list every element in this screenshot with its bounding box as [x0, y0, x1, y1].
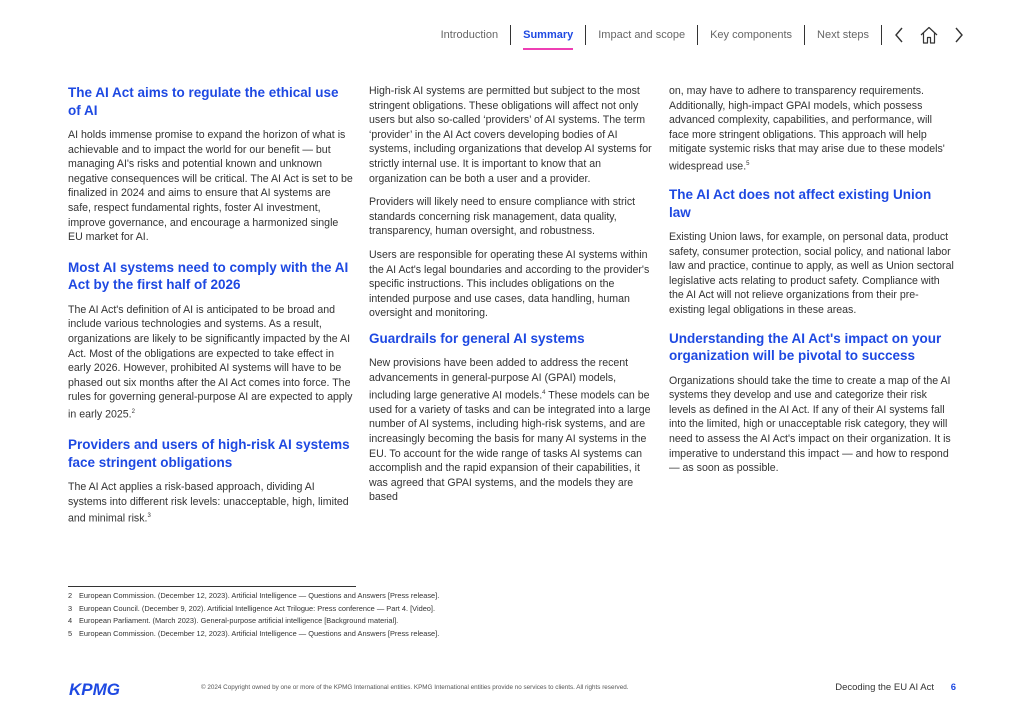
kpmg-logo — [69, 678, 123, 703]
footnote-text: European Council. (December 9, 202). Artificial Intelligence Act Trilogue: Press conference — Part 4. [Video]. — [79, 603, 436, 613]
section-heading: Providers and users of high-risk AI systems face stringent obligations — [68, 437, 350, 470]
chevron-right-icon[interactable] — [946, 23, 972, 47]
page-number: 6 — [950, 682, 956, 693]
section-heading: Most AI systems need to comply with the AI Act by the first half of 2026 — [68, 259, 349, 293]
top-nav — [429, 23, 972, 47]
footnote — [68, 628, 688, 641]
tab-key-components[interactable]: Key components — [710, 29, 793, 41]
footnote-ref: 4 — [542, 389, 546, 396]
footnote — [68, 590, 688, 603]
nav-divider — [881, 25, 882, 45]
section-body: Organizations should take the time to create a map of the AI systems they develop and use and categorize their risk levels as defined in the AI Act. If any of their AI systems fall into the limited, high or unacceptable risk category, they will need to assess the AI Act's impact on their organization. It is imperative to understand this impact — and how to respond — as soon as possible. — [669, 374, 951, 475]
section-body — [68, 480, 354, 526]
section-body — [369, 356, 656, 504]
document-title: Decoding the EU AI Act — [835, 682, 934, 693]
chevron-left-icon[interactable] — [886, 23, 912, 47]
copyright: © 2024 Copyright owned by one or more of the KPMG International entities. KPMG International entities provide no services to clients. All rights reserved. — [201, 684, 629, 691]
footnote — [68, 615, 688, 628]
home-icon[interactable] — [916, 23, 942, 47]
section-heading: Guardrails for general AI systems — [369, 330, 585, 346]
section-heading: The AI Act does not affect existing Union law — [669, 187, 932, 220]
section-heading: The AI Act aims to regulate the ethical use of AI — [68, 85, 339, 118]
footnote-text: European Commission. (December 12, 2023). Artificial Intelligence — Questions and Answers [Press release]. — [79, 628, 440, 638]
footnotes — [68, 590, 688, 640]
column-2 — [369, 84, 656, 514]
section-body: AI holds immense promise to expand the horizon of what is achievable and to impact the world for our benefit — but managing AI's risks and potential known and unknown negative consequences will be critical. The AI Act is set to be finalized in 2024 and aims to ensure that AI systems are safe, respect fundamental rights, foster AI investment, improve governance, and encourage a harmonized single EU market for AI. — [68, 129, 353, 244]
paragraph: Providers will likely need to ensure compliance with strict standards concerning risk management, data quality, transparency, human oversight, and robustness. — [369, 196, 636, 238]
tab-impact-and-scope[interactable]: Impact and scope — [598, 29, 686, 41]
footnote-number: 5 — [68, 628, 73, 638]
paragraph: Users are responsible for operating these AI systems within the AI Act's legal boundaries and according to the provider's specific instructions. This includes obligations on the intended purpose and use cases, data handling, human oversight and monitoring. — [369, 248, 650, 320]
kpmg-logo-text: KPMG — [69, 680, 120, 698]
footnote-number: 2 — [68, 591, 73, 600]
footnote-text: European Parliament. (March 2023). General-purpose artificial intelligence [Background material]. — [79, 616, 399, 625]
footnote-text: European Commission. (December 12, 2023). Artificial Intelligence — Questions and Answers [Press release]. — [79, 591, 440, 600]
footnote-ref: 5 — [746, 160, 750, 167]
body-text: on, may have to adhere to transparency requirements. Additionally, high-impact GPAI models, which possess advanced complexity, capabilities, and performance, will face more stringent obligations. This approach will help mitigate systemic risks that may arise due to these models' widespread use. — [669, 85, 945, 173]
body-text: New provisions have been added to address the recent advancements in general-purpose AI (GPAI) models, including large generative AI models. — [369, 357, 629, 402]
footnote-divider — [68, 586, 356, 587]
column-1 — [68, 84, 354, 540]
body-text: The AI Act applies a risk-based approach, dividing AI systems into different risk levels: unacceptable, high, limited and minimal risk. — [68, 481, 349, 525]
section-body — [68, 303, 354, 422]
tab-introduction[interactable]: Introduction — [440, 29, 499, 41]
tab-next-steps[interactable]: Next steps — [817, 29, 869, 41]
paragraph: High-risk AI systems are permitted but subject to the most stringent obligations. These obligations will affect not only users but also so-called ‘providers’ of AI systems. The term ‘provider’ in the AI Act covers developing bodies of AI systems, including organizations that develop AI systems for strictly internal use. It is important to know that an organization can be both a user and a provider. — [369, 85, 652, 185]
footnote — [68, 603, 688, 616]
column-3 — [669, 84, 954, 488]
paragraph — [669, 84, 954, 174]
footnote-ref: 3 — [147, 513, 151, 520]
section-body: Existing Union laws, for example, on personal data, product safety, consumer protection, social policy, and national labor law and practice, continue to apply, as well as Union sectoral legislative acts relating to product safety. Compliance with the AI Act will not relieve organizations from their pre-existing legal obligations in these areas. — [669, 231, 954, 317]
body-text: The AI Act's definition of AI is anticipated to be broad and include various technologies and systems. As a result, organizations are likely to be significantly impacted by the AI Act. Most of the obligations are expected to take effect in early 2026. However, prohibited AI systems will have to be phased out six months after the AI Act comes into force. The rules for governing general-purpose AI are expected to apply in early 2025. — [68, 303, 353, 421]
body-text: These models can be used for a variety of tasks and can be integrated into a large number of AI systems, including high-risk systems, and are increasingly becoming the basis for many AI systems in the EU. To account for the wide range of tasks AI systems can accomplish and the rapid expansion of their capabilities, it was agreed that GPAI systems, and the models they are based — [369, 389, 651, 504]
footnote-number: 3 — [68, 603, 73, 613]
tab-summary[interactable]: Summary — [511, 24, 585, 46]
section-heading: Understanding the AI Act's impact on your organization will be pivotal to success — [669, 330, 942, 364]
footnote-number: 4 — [68, 616, 73, 625]
footnote-ref: 2 — [131, 408, 135, 415]
